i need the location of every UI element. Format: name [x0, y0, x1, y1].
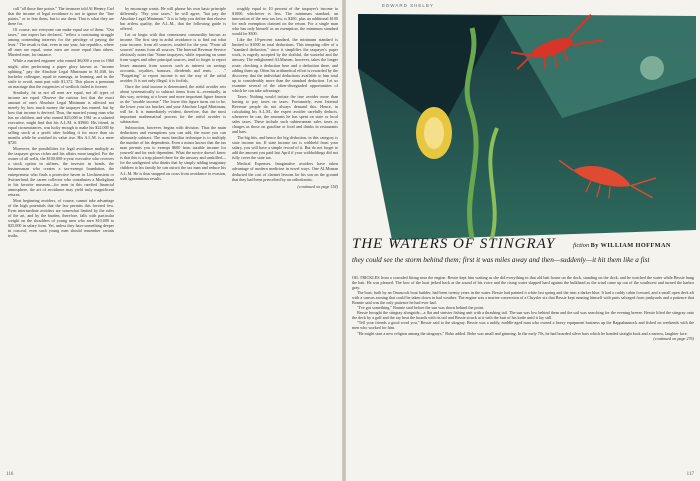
story-column — [352, 275, 694, 469]
column-2 — [120, 6, 226, 466]
paragraph: Medical Expenses. Imaginative avoiders have taken advantage of modern medicine in novel ways. One ALMsman deducted the cost of clarinet lessons for his son on the ground that they had been prescribed by an orthodontist. — [232, 161, 338, 182]
paragraph: Let us begin with that commonest commodity known as income. The first step in artful avoidance is to find out what your income, from all sources, totaled for the year. "From all sources" means from all sources. The Internal Revenue Service obviously notes that "Some taxpayers, while reporting on some from wages and other principal sources, tend to forget to report lesser amounts from sources such as interest on savings accounts, royalties, bonuses, dividends and rents. . . ." "Forgetting" to report income is not the way of the artful avoider. It is not only illegal, it is foolish. — [120, 32, 226, 83]
column-3 — [232, 6, 338, 466]
byline-prefix: fiction — [573, 242, 590, 249]
paragraph: The boat, built by an Onancock boat builder, had been twenty years in the water. Bessie had painted it white last spring and the trim a darker blue. It had a cuddy cabin forward, and a small open deck aft with a canvas awning that could be taken down in bad weather. The engine was a marine conversion of a Chrysler six that Bessie kept running himself with parts salvaged from junkyards and a patience that Bonnie said was the only patience he had ever had. — [352, 290, 694, 306]
paragraph: "Tell your friends a good word you," Bessie said to the stingray. Bessie was a ruddy, middle-aged man who owned a heavy equipment business up the Rappahannock and fished on weekends with the men who worked for him. — [352, 320, 694, 331]
story-title: THE WATERS OF STINGRAY — [352, 236, 556, 252]
paragraph: Once the total income is determined, the artful avoider sets about systematically to subtract items from it—eventually, in this way, arriving at a lower and more important figure known as the "taxable income." The lower this figure turns out to be, the lower your tax bracket, and your Absolute Legal Minimum, will be. It is immediately evident, therefore, that the most important mathematical process for the artful avoider is subtraction. — [120, 83, 226, 125]
paragraph: Subtraction, however, begins with division. Thus the main deductions and exemptions you can add, the more you can ultimately subtract. The most familiar technique is to multiply the number of his dependents. Even a minor knows that the tax man permits you to exempt $600 from taxable income for yourself and for each dependent. What the novice doesn't know is that this is a trap placed there for the unwary and unskilled—for the undigested who thinks that by simply adding imaginary children to his family he can outwit the tax man and reduce his A.L.M. He is thus snapped on cross from avoidance to evasion, with ignominious results. — [120, 125, 226, 181]
paragraph: Taxes. Nothing would irritate the true avoider more than having to pay taxes on taxes. Fortunately, even Internal Revenue people do not always demand this. Hence, in calculating his A.L.M., the expert avoider carefully deducts, whenever he can, the amounts he has spent on state or local sales taxes. These include such subterranean sales taxes as charges as those on gasoline or food and drinks in restaurants and bars. — [232, 93, 338, 135]
paragraph: call "all those fine points." The treasurer told Al Henery Carl that the income of legal avoidance is not to ignore the "fine points," or to fear them, but to use them. That is what they are there for. — [8, 6, 114, 27]
page-number: 116 — [6, 472, 14, 477]
paragraph: Moreover, the possibilities for legal avoidance multiply as the taxpayer grows richer and his affairs more tangled. For the owner of all wells, the $100,000-a-year executive who receives a stock option in airlines, the investor in bonds, the businessman who creates a tax-exempt foundation, the entrepreneur who finds a protective haven in Liechtenstein or Switzerland, the career collector who contributes a Modigliani to his favorite museum—for men in this rarefied financial atmosphere, the art of avoidance may yield truly magnificent returns. — [8, 146, 114, 197]
illustration — [352, 8, 696, 240]
paragraph: Most beginning avoiders, of course, cannot take advantage of the high potentials that the law permits this favored few. Even intermediate avoiders are somewhat limited by the rules of the art, and by the burden, therefore, falls with particular weight on the shoulders of young men who earn $10,000 to $25,000 in salary form. Yet, unless they have something deeper in conceal, even such young men should remember certain truths. — [8, 197, 114, 239]
paragraph: roughly equal to 10 percent of the taxpayer's income to $1000, whichever is less. The minimum standard, an innovation of the new tax law, is $200, plus an additional $100 for each exemption claimed on the return. For a single man who has only himself as an exemption, the minimum standard would be $300. — [232, 6, 338, 37]
continued-note[interactable]: (continued on page 154) — [297, 183, 338, 189]
paragraph: OIL TRICKLES from a corroded fitting near the engine. Bessie kept him waiting as she did everything in that old bait house on the dock, standing on the dock, and he watched the water while Bessie hung the bait. He was pleased. The bow of the boat jerked back at the sound of his voice and the rising water slapped hard against the bulkhead as the wind came up out of the southwest and turned the harbor gray. — [352, 275, 694, 291]
left-page — [0, 0, 342, 481]
art-credit: EDWARD SHELBY — [382, 3, 434, 8]
lead-sentence: they could see the storm behind them; first it was miles away and then—suddenly—it hit them like a fist — [352, 256, 650, 264]
paragraph: Of course, not everyone can make equal use of them. "Our taxes," one expert has declared, "reflect a continuing struggle among contending interests for the privilege of paying the least." The result is that, even in one year, fair republics, where all men are equal, some men are more equal than others. Married men, for instance. — [8, 27, 114, 58]
continued-note[interactable]: (continued on page 276) — [653, 335, 694, 341]
paragraph: Bessie brought the stingray alongside—a flat and sinister fishing unit with a thrashing tail. The sun was low behind them and the sail was searching for the evening breeze. Bessie lifted the stingray onto the deck by a gaff and the ray beat the boards with its tail and Bessie struck at it with the butt of his knife until it lay still. — [352, 310, 694, 321]
author-name: By WILLIAM HOFFMAN — [590, 242, 671, 249]
paragraph: by encourage wants. He will phrase his own basic principle differently. "Pay your taxes," he will agree, "but pay the Absolute Legal Minimum." It is to help you define that elusive but artless quality, the A.L.M., that the following guide is offered. — [120, 6, 226, 32]
page-number: 117 — [686, 472, 694, 477]
paragraph: Like the 10-percent standard, the minimum standard is limited to $1000 in total deductions. This tempting offer of a "standard deduction," since it simplifies the taxpayer's paper work, is eagerly accepted by the slothful, the wasteful and the unwary. The enlightened ALMsmen, however, takes the longer route, checking a deduction here and a deduction there, and adding them up. Often his arithmetical effort is rewarded by the discovery that the individual deductions available to him total up to considerably more than the standard deduction. Let us examine several of the often-disregarded opportunities of which he can take advantage. — [232, 37, 338, 93]
byline — [573, 242, 671, 249]
paragraph: While a married engineer who earned $6,000 a year in 1960 might, after performing a paper glory known as "income splitting," pay the Absolute Legal Minimum in $1,048, his bachelor colleague, equal in earnings, in learning, and in the strife to avoid, must part with $1,372. This places a premium on marriage that the exigencies of wedlock failed to foresee. — [8, 58, 114, 89]
paragraph: The big hits, and hence the big deduction, in this category is state income tax. If state income tax is withheld from your salary, you will have a simple record of it. But do not forget to add the amount you paid last April if your withholdings did not fully cover the state tax. — [232, 135, 338, 161]
article-columns — [8, 6, 338, 466]
column-1 — [8, 6, 114, 466]
story-body — [352, 275, 694, 469]
paragraph: "I've got something," Bonnie said before the sun was down behind the point. — [357, 305, 484, 311]
spotlight — [640, 56, 664, 80]
paragraph: Similarly, fat as not all men are equal, not all types of income are equal. Observe the curious fact that the exact amount of one's Absolute Legal Minimum is affected not merely by how much money the taxpayer has earned, but by how that income is derived. Thus, the married young man who has no children, and who earned $25,000 in 1961 as a salaried executive, might find that his A.L.M. is $3960. His friend, in equal circumstances, was lucky enough to make his $22,000 by selling stock at a profit after holding it for more than six months while he watched its value rise. His A.L.M. is a mere $720. — [8, 89, 114, 146]
paragraph: "He might start a new religion among the stingrays," Bobo added. Bobo was small and grinning. In the early 70s, he had boarded silver bars which he bonded straight back and a narrow, laughter face. — [357, 330, 688, 336]
